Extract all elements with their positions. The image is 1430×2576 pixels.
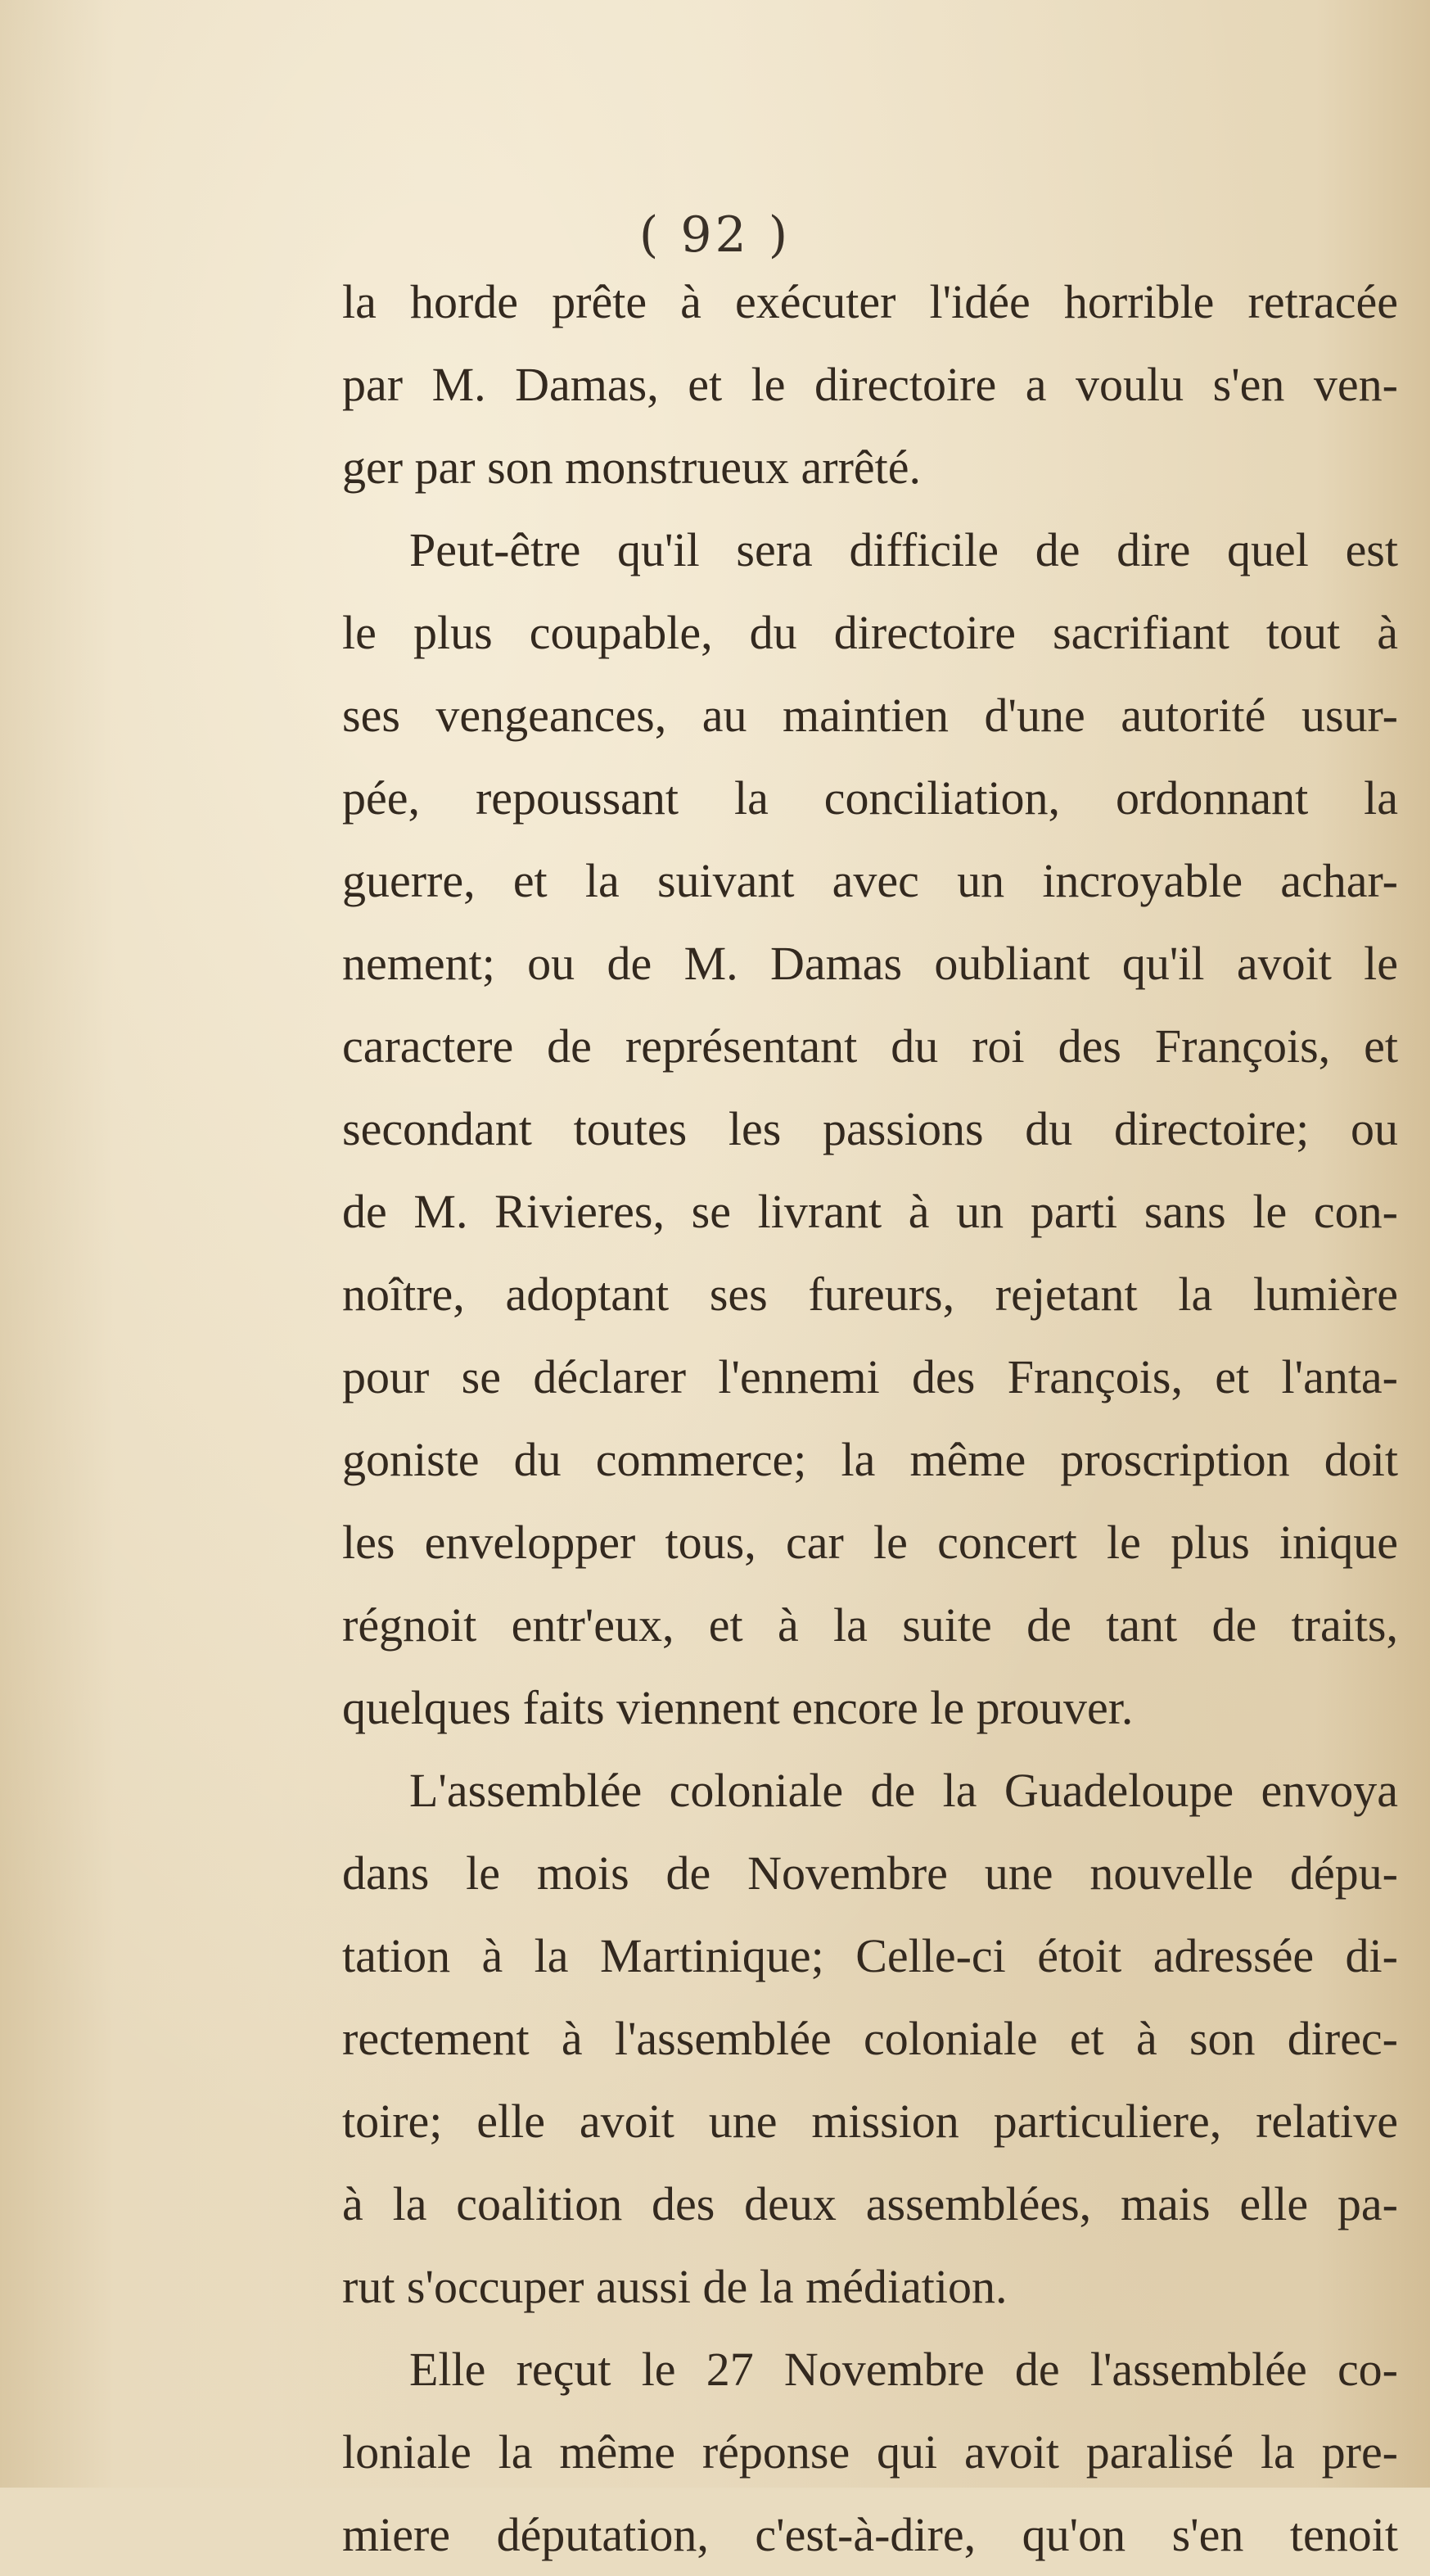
body-text [342,260,1398,2576]
text-line: le plus coupable, du directoire sacrifiant tout à [342,606,1398,659]
text-line: les envelopper tous, car le concert le plus inique [342,1516,1398,1569]
text-line: tation à la Martinique; Celle-ci étoit adressée di- [342,1929,1398,1982]
text-line: ger par son monstrueux arrêté. [342,441,922,494]
text-line: la horde prête à exécuter l'idée horrible retracée [342,275,1398,328]
paragraph-start-line: Peut-être qu'il sera difficile de dire quel est [409,523,1398,576]
text-line: ses vengeances, au maintien d'une autorité usur- [342,689,1398,742]
text-line: pour se déclarer l'ennemi des François, et l'anta- [342,1350,1398,1403]
text-line: goniste du commerce; la même proscription doit [342,1433,1398,1486]
text-line: miere députation, c'est-à-dire, qu'on s'en tenoit [342,2508,1398,2561]
text-line: nement; ou de M. Damas oubliant qu'il avoit le [342,937,1398,990]
text-line: quelques faits viennent encore le prouver. [342,1681,1134,1734]
text-line: secondant toutes les passions du directoire; ou [342,1102,1398,1155]
text-line: régnoit entr'eux, et à la suite de tant de traits, [342,1598,1398,1652]
text-line: de M. Rivieres, se livrant à un parti sans le con- [342,1185,1398,1238]
text-line: à la coalition des deux assemblées, mais elle pa- [342,2177,1398,2230]
text-line: noître, adoptant ses fureurs, rejetant la lumière [342,1268,1398,1321]
text-line: dans le mois de Novembre une nouvelle dépu- [342,1846,1398,1900]
paragraph-start-line: Elle reçut le 27 Novembre de l'assemblée co- [409,2343,1398,2396]
text-line: rut s'occuper aussi de la médiation. [342,2260,1008,2313]
paragraph-start-line: L'assemblée coloniale de la Guadeloupe envoya [409,1764,1398,1817]
text-line: pée, repoussant la conciliation, ordonnant la [342,771,1398,825]
text-line: rectement à l'assemblée coloniale et à son direc- [342,2012,1398,2065]
page-number: ( 92 ) [638,206,792,264]
text-line: guerre, et la suivant avec un incroyable achar- [342,854,1398,907]
text-line: toire; elle avoit une mission particuliere, relative [342,2095,1398,2148]
text-line: par M. Damas, et le directoire a voulu s'en ven- [342,358,1398,411]
text-line: caractere de représentant du roi des François, et [342,1019,1398,1073]
text-line: loniale la même réponse qui avoit paralisé la pre- [342,2425,1398,2479]
